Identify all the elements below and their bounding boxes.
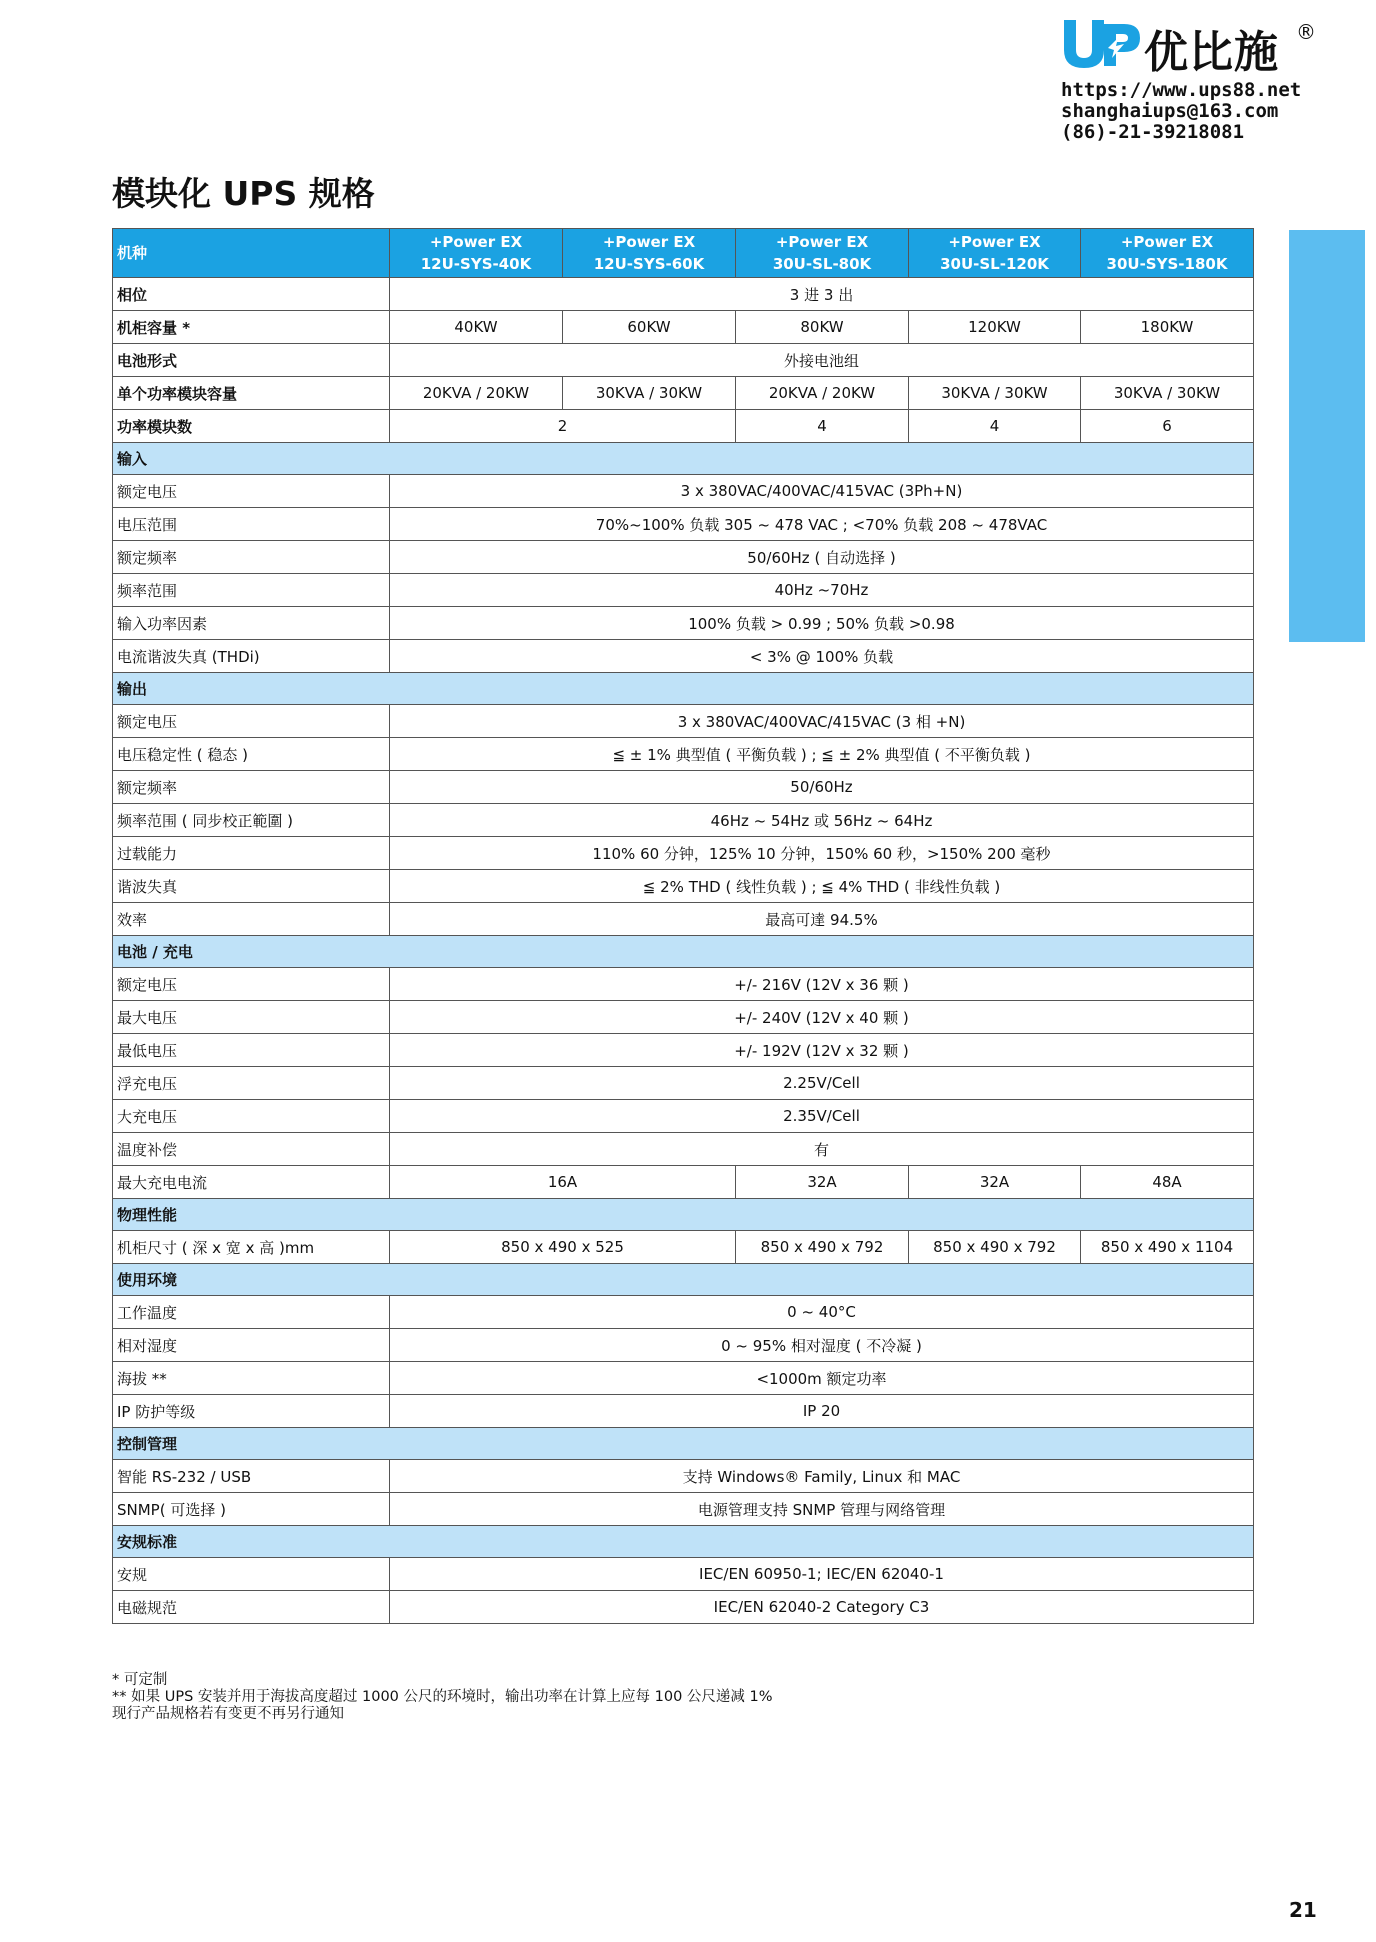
section-title: 控制管理	[113, 1428, 1254, 1460]
table-row	[113, 1362, 1254, 1395]
row-label: 额定电压	[113, 705, 390, 738]
section-title: 使用环境	[113, 1264, 1254, 1296]
brand-logo	[1060, 18, 1330, 78]
row-label: 浮充电压	[113, 1067, 390, 1100]
table-cell: +/- 216V (12V x 36 颗 )	[390, 968, 1254, 1001]
table-row	[113, 1558, 1254, 1591]
table-cell: 3 x 380VAC/400VAC/415VAC (3 相 +N)	[390, 705, 1254, 738]
table-cell: 32A	[736, 1166, 909, 1199]
table-row	[113, 837, 1254, 870]
table-cell: 20KVA / 20KW	[736, 377, 909, 410]
row-label: 频率范围 ( 同步校正範圍 )	[113, 804, 390, 837]
row-label: 最大充电电流	[113, 1166, 390, 1199]
table-cell: 4	[909, 410, 1081, 443]
table-cell: 120KW	[909, 311, 1081, 344]
table-cell: 110% 60 分钟，125% 10 分钟，150% 60 秒，>150% 200 毫秒	[390, 837, 1254, 870]
row-label: 工作温度	[113, 1296, 390, 1329]
row-label: 机柜尺寸 ( 深 x 宽 x 高 )mm	[113, 1231, 390, 1264]
table-row	[113, 968, 1254, 1001]
row-label: 相位	[113, 278, 390, 311]
section-title: 安规标准	[113, 1526, 1254, 1558]
table-cell: 3 x 380VAC/400VAC/415VAC (3Ph+N)	[390, 475, 1254, 508]
table-row	[113, 1231, 1254, 1264]
row-label: 额定频率	[113, 771, 390, 804]
registered-mark: ®	[1296, 20, 1316, 44]
row-label: 相对湿度	[113, 1329, 390, 1362]
footnote: * 可定制	[112, 1672, 168, 1688]
row-label: 功率模块数	[113, 410, 390, 443]
table-cell: 32A	[909, 1166, 1081, 1199]
table-cell: 180KW	[1081, 311, 1254, 344]
table-cell: 80KW	[736, 311, 909, 344]
row-label: 安规	[113, 1558, 390, 1591]
table-cell: 850 x 490 x 792	[909, 1231, 1081, 1264]
table-cell: 30KVA / 30KW	[909, 377, 1081, 410]
section-header-row	[113, 1428, 1254, 1460]
table-cell: 最高可達 94.5%	[390, 903, 1254, 936]
table-cell: 850 x 490 x 1104	[1081, 1231, 1254, 1264]
model-header: +Power EX 12U-SYS-40K	[390, 229, 563, 278]
table-cell: 2	[390, 410, 736, 443]
table-cell: 0 ~ 40°C	[390, 1296, 1254, 1329]
table-row	[113, 1296, 1254, 1329]
section-title: 输入	[113, 443, 1254, 475]
table-cell: 60KW	[563, 311, 736, 344]
brand-name: 优比施	[1144, 27, 1279, 78]
table-cell: 电源管理支持 SNMP 管理与网络管理	[390, 1493, 1254, 1526]
table-row	[113, 1395, 1254, 1428]
side-accent-bar	[1289, 230, 1365, 642]
table-cell: IP 20	[390, 1395, 1254, 1428]
section-title: 输出	[113, 673, 1254, 705]
table-row	[113, 541, 1254, 574]
table-cell: 30KVA / 30KW	[563, 377, 736, 410]
model-header: +Power EX 30U-SL-120K	[909, 229, 1081, 278]
row-label: 电流谐波失真 (THDi)	[113, 640, 390, 673]
table-row	[113, 475, 1254, 508]
table-cell: 6	[1081, 410, 1254, 443]
table-cell: 支持 Windows® Family, Linux 和 MAC	[390, 1460, 1254, 1493]
table-cell: 30KVA / 30KW	[1081, 377, 1254, 410]
row-label: 最低电压	[113, 1034, 390, 1067]
row-label: 输入功率因素	[113, 607, 390, 640]
row-label: 频率范围	[113, 574, 390, 607]
table-cell: 2.25V/Cell	[390, 1067, 1254, 1100]
table-cell: +/- 192V (12V x 32 颗 )	[390, 1034, 1254, 1067]
section-title: 电池 / 充电	[113, 936, 1254, 968]
website-link[interactable]: https://www.ups88.net	[1061, 79, 1302, 101]
table-cell: IEC/EN 60950-1; IEC/EN 62040-1	[390, 1558, 1254, 1591]
table-cell: 0 ~ 95% 相对湿度 ( 不冷凝 )	[390, 1329, 1254, 1362]
row-label: 过载能力	[113, 837, 390, 870]
row-label: 额定电压	[113, 968, 390, 1001]
row-label: 智能 RS-232 / USB	[113, 1460, 390, 1493]
row-label: 大充电压	[113, 1100, 390, 1133]
table-row	[113, 771, 1254, 804]
phone-number: (86)-21-39218081	[1061, 121, 1245, 143]
table-row	[113, 870, 1254, 903]
row-label: 海拔 **	[113, 1362, 390, 1395]
table-row	[113, 1166, 1254, 1199]
section-header-row	[113, 1199, 1254, 1231]
row-label: 电压稳定性 ( 稳态 )	[113, 738, 390, 771]
row-label: 单个功率模块容量	[113, 377, 390, 410]
page-number: 21	[1289, 1898, 1317, 1922]
model-header: +Power EX 30U-SL-80K	[736, 229, 909, 278]
email-link[interactable]: shanghaiups@163.com	[1061, 100, 1279, 122]
table-cell: 3 进 3 出	[390, 278, 1254, 311]
section-header-row	[113, 1264, 1254, 1296]
row-label: 谐波失真	[113, 870, 390, 903]
row-label: SNMP( 可选择 )	[113, 1493, 390, 1526]
table-row	[113, 1001, 1254, 1034]
table-cell: 50/60Hz ( 自动选择 )	[390, 541, 1254, 574]
section-header-row	[113, 936, 1254, 968]
table-cell: 有	[390, 1133, 1254, 1166]
footnotes	[112, 1672, 773, 1723]
row-label: 电磁规范	[113, 1591, 390, 1624]
table-cell: 850 x 490 x 525	[390, 1231, 736, 1264]
table-cell: 48A	[1081, 1166, 1254, 1199]
table-row	[113, 640, 1254, 673]
section-header-row	[113, 443, 1254, 475]
row-label: 最大电压	[113, 1001, 390, 1034]
table-row	[113, 508, 1254, 541]
row-label: 额定电压	[113, 475, 390, 508]
contact-info	[1061, 80, 1301, 143]
table-row	[113, 410, 1254, 443]
table-cell: ≦ ± 1% 典型值 ( 平衡负载 ) ; ≦ ± 2% 典型值 ( 不平衡负载 )	[390, 738, 1254, 771]
footnote: 现行产品规格若有变更不再另行通知	[112, 1706, 344, 1722]
table-cell: 4	[736, 410, 909, 443]
table-cell: <1000m 额定功率	[390, 1362, 1254, 1395]
table-cell: 50/60Hz	[390, 771, 1254, 804]
table-row	[113, 1100, 1254, 1133]
table-cell: 16A	[390, 1166, 736, 1199]
table-cell: +/- 240V (12V x 40 颗 )	[390, 1001, 1254, 1034]
section-header-row	[113, 673, 1254, 705]
table-cell: < 3% @ 100% 负载	[390, 640, 1254, 673]
section-title: 物理性能	[113, 1199, 1254, 1231]
table-row	[113, 1133, 1254, 1166]
table-cell: 40Hz ~70Hz	[390, 574, 1254, 607]
table-row	[113, 1591, 1254, 1624]
row-label: 电池形式	[113, 344, 390, 377]
table-row	[113, 1460, 1254, 1493]
row-label: 电压范围	[113, 508, 390, 541]
table-row	[113, 903, 1254, 936]
spec-table	[112, 228, 1254, 1624]
table-row	[113, 804, 1254, 837]
table-row	[113, 607, 1254, 640]
section-header-row	[113, 1526, 1254, 1558]
table-cell: 2.35V/Cell	[390, 1100, 1254, 1133]
table-cell: 外接电池组	[390, 344, 1254, 377]
table-row	[113, 574, 1254, 607]
table-cell: 850 x 490 x 792	[736, 1231, 909, 1264]
table-cell: IEC/EN 62040-2 Category C3	[390, 1591, 1254, 1624]
row-label: 效率	[113, 903, 390, 936]
table-cell: 100% 负载 > 0.99 ; 50% 负载 >0.98	[390, 607, 1254, 640]
table-row	[113, 1034, 1254, 1067]
table-cell: ≦ 2% THD ( 线性负载 ) ; ≦ 4% THD ( 非线性负载 )	[390, 870, 1254, 903]
model-header: +Power EX 30U-SYS-180K	[1081, 229, 1254, 278]
up-logo-icon	[1060, 18, 1146, 70]
table-row	[113, 377, 1254, 410]
header-label: 机种	[113, 229, 390, 278]
table-cell: 70%~100% 负载 305 ~ 478 VAC ; <70% 负载 208 ~ 478VAC	[390, 508, 1254, 541]
row-label: 额定频率	[113, 541, 390, 574]
table-row	[113, 278, 1254, 311]
table-row	[113, 738, 1254, 771]
table-cell: 40KW	[390, 311, 563, 344]
table-row	[113, 705, 1254, 738]
model-header: +Power EX 12U-SYS-60K	[563, 229, 736, 278]
row-label: 机柜容量 *	[113, 311, 390, 344]
table-row	[113, 1493, 1254, 1526]
table-cell: 20KVA / 20KW	[390, 377, 563, 410]
table-row	[113, 1329, 1254, 1362]
table-header-row	[113, 229, 1254, 278]
table-row	[113, 344, 1254, 377]
footnote: ** 如果 UPS 安装并用于海拔高度超过 1000 公尺的环境时，输出功率在计算上应每 100 公尺递减 1%	[112, 1689, 773, 1705]
row-label: 温度补偿	[113, 1133, 390, 1166]
table-cell: 46Hz ~ 54Hz 或 56Hz ~ 64Hz	[390, 804, 1254, 837]
table-row	[113, 311, 1254, 344]
page-title: 模块化 UPS 规格	[112, 174, 375, 213]
row-label: IP 防护等级	[113, 1395, 390, 1428]
table-row	[113, 1067, 1254, 1100]
